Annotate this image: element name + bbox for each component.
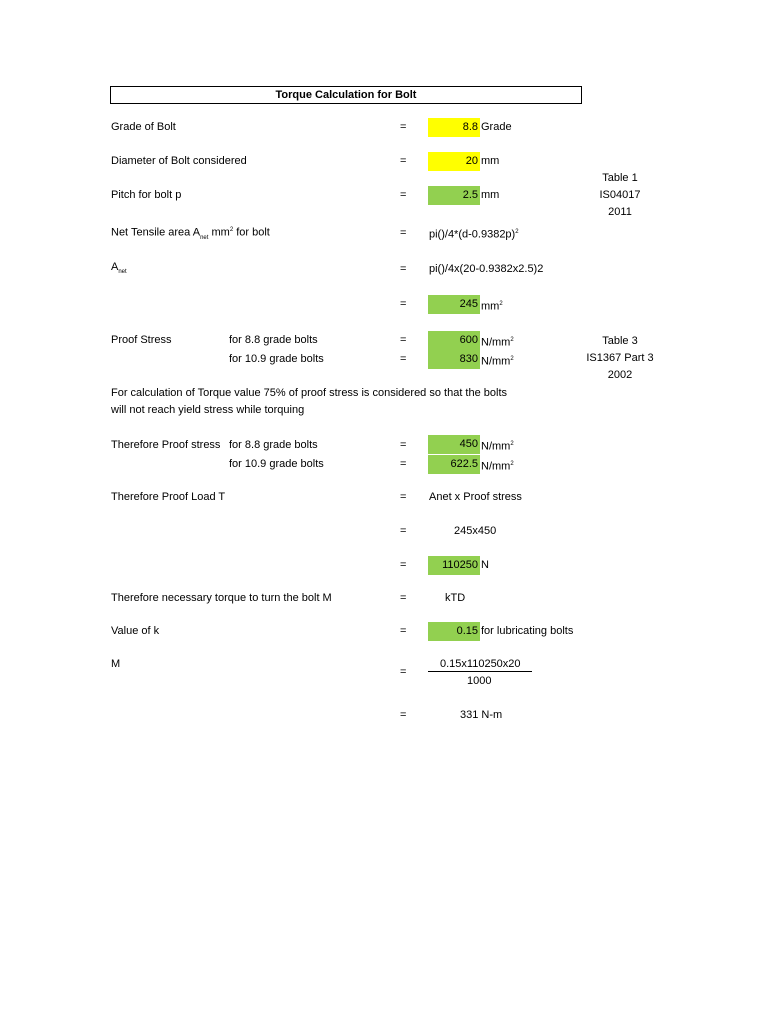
equals-sign: = (400, 334, 407, 346)
page-title: Torque Calculation for Bolt (110, 86, 582, 104)
proof-load-formula: Anet x Proof stress (429, 491, 522, 503)
k-unit: for lubricating bolts (481, 625, 574, 637)
equals-sign: = (400, 155, 407, 167)
table1-ref-line: IS04017 (599, 189, 641, 201)
equals-sign: = (400, 592, 407, 604)
anet-formula: pi()/4x(20-0.9382x2.5)2 (429, 263, 544, 275)
diameter-unit: mm (481, 155, 500, 167)
note-line-2: will not reach yield stress while torquing (111, 404, 305, 416)
pitch-value-cell[interactable]: 2.5 (428, 186, 480, 205)
net-area-formula: $pi()/4*(d-0.9382p)^2$ (429, 228, 519, 241)
equals-sign: = (400, 227, 407, 239)
equals-sign: = (400, 439, 407, 451)
equals-sign: = (400, 298, 407, 310)
proof-load-unit: N (481, 559, 489, 571)
table3-ref (580, 333, 660, 384)
therefore-proof-88-unit: $N/mm^2$ (481, 440, 514, 453)
grade-label: Grade of Bolt (111, 121, 176, 133)
table1-ref-line: 2011 (608, 206, 632, 218)
torque-formula: kTD (445, 592, 466, 604)
proof-stress-109-label: for 10.9 grade bolts (229, 353, 324, 365)
equals-sign: = (400, 458, 407, 470)
table3-ref-line: Table 3 (602, 335, 638, 347)
table1-ref-line: Table 1 (602, 172, 638, 184)
table3-ref-line: IS1367 Part 3 (586, 352, 654, 364)
equals-sign: = (400, 525, 407, 537)
therefore-proof-88-cell[interactable]: 450 (428, 435, 480, 454)
torque-label: Therefore necessary torque to turn the bolt M (111, 592, 332, 604)
k-label: Value of k (111, 625, 160, 637)
proof-stress-label: Proof Stress (111, 334, 172, 346)
therefore-proof-label: Therefore Proof stress (111, 439, 221, 451)
grade-unit: Grade (481, 121, 512, 133)
equals-sign: = (400, 625, 407, 637)
equals-sign: = (400, 709, 407, 721)
therefore-proof-109-label: for 10.9 grade bolts (229, 458, 324, 470)
diameter-value-cell[interactable]: 20 (428, 152, 480, 171)
proof-stress-109-unit: $N/mm^2$ (481, 355, 514, 368)
pitch-unit: mm (481, 189, 500, 201)
m-result: 331 N-m (460, 709, 503, 721)
anet-unit: $mm^2$ (481, 300, 503, 313)
table1-ref (580, 170, 660, 221)
proof-load-label: Therefore Proof Load T (111, 491, 226, 503)
note-line-1: For calculation of Torque value 75% of proof stress is considered so that the bolts (111, 387, 508, 399)
m-label: M (111, 658, 121, 670)
proof-stress-88-label: for 8.8 grade bolts (229, 334, 318, 346)
equals-sign: = (400, 666, 407, 678)
equals-sign: = (400, 491, 407, 503)
equals-sign: = (400, 353, 407, 365)
table3-ref-line: 2002 (607, 369, 633, 381)
therefore-proof-109-unit: $N/mm^2$ (481, 460, 514, 473)
m-denominator: 1000 (467, 675, 492, 687)
m-numerator: 0.15x110250x20 (440, 658, 521, 670)
net-area-label: Net Tensile area $A_{net}$ $mm^2$ for bolt (111, 226, 270, 241)
equals-sign: = (400, 263, 407, 275)
equals-sign: = (400, 559, 407, 571)
pitch-label: Pitch for bolt p (111, 189, 182, 201)
equals-sign: = (400, 189, 407, 201)
proof-stress-88-cell[interactable]: 600 (428, 331, 480, 350)
anet-value-cell[interactable]: 245 (428, 295, 480, 314)
proof-stress-109-cell[interactable]: 830 (428, 350, 480, 369)
equals-sign: = (400, 121, 407, 133)
therefore-proof-88-label: for 8.8 grade bolts (229, 439, 318, 451)
k-value-cell[interactable]: 0.15 (428, 622, 480, 641)
fraction-bar (428, 671, 532, 672)
anet-label: $A_{net}$ (111, 261, 127, 276)
therefore-proof-109-cell[interactable]: 622.5 (428, 455, 480, 474)
diameter-label: Diameter of Bolt considered (111, 155, 247, 167)
proof-load-calc: 245x450 (454, 525, 497, 537)
proof-stress-88-unit: $N/mm^2$ (481, 336, 514, 349)
grade-value-cell[interactable]: 8.8 (428, 118, 480, 137)
proof-load-value-cell[interactable]: 110250 (428, 556, 480, 575)
